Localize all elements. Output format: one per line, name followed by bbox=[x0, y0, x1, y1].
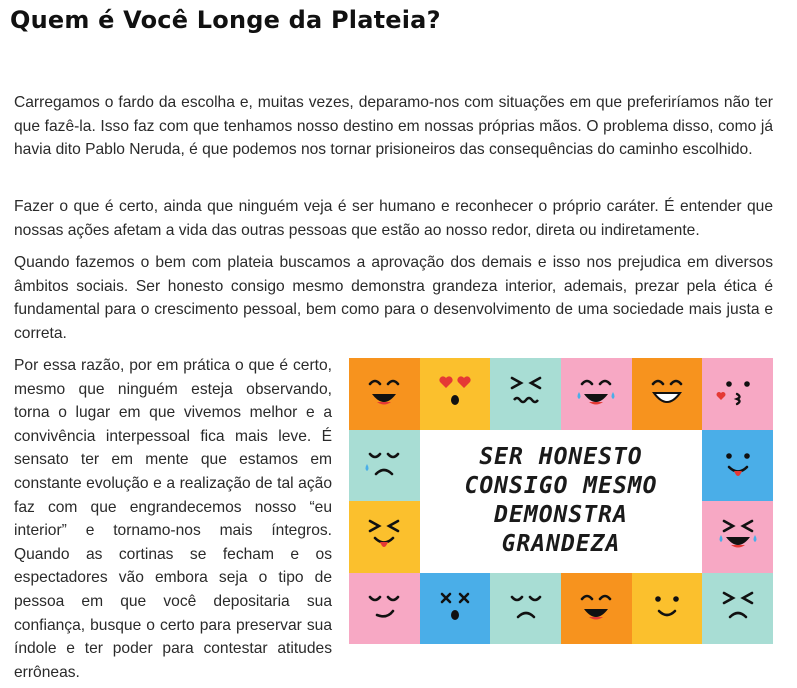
emoji-tile bbox=[702, 501, 773, 573]
beaming-face-icon bbox=[638, 362, 696, 425]
emoji-tile bbox=[349, 430, 420, 502]
emoji-tile bbox=[702, 358, 773, 430]
emoji-tile bbox=[561, 573, 632, 645]
emoji-tile bbox=[702, 573, 773, 645]
paragraph-3: Quando fazemos o bem com plateia buscamos a aprovação dos demais e isso nos prejudica em diversos âmbitos sociais. Ser honesto consigo mesmo demonstra grandeza interior, ademais, prezar pela ética é fundamental para o crescimento pessoal, bem como para o desenvolvimento de uma sociedade mais justa e correta. bbox=[14, 254, 773, 342]
grinning-face-icon bbox=[567, 577, 625, 640]
emoji-tile bbox=[561, 358, 632, 430]
tears-of-joy-face-icon bbox=[567, 362, 625, 425]
tongue-out-face-icon bbox=[709, 434, 767, 497]
article-title: Quem é Você Longe da Plateia? bbox=[10, 6, 441, 34]
caption-box bbox=[420, 430, 703, 573]
laughing-tears-face-icon bbox=[709, 505, 767, 568]
emoji-tile bbox=[632, 358, 703, 430]
emoji-illustration bbox=[349, 358, 773, 644]
paragraph-4: Por essa razão, por em prática o que é certo, mesmo que ninguém esteja observando, torna o lugar em que vivemos melhor e a convivência interpessoal fica mais leve. É sensato ter em mente que estamos em constante evolução e a realização de tal ação faz com que engrandecemos nosso “eu interior” e tornamo-nos mais íntegros. Quando as cortinas se fecham e os espectadores vão embora seja o tipo de pessoa em que você depositaria sua confiança, busque o certo para preservar sua índole e ter poder para contestar atitudes errôneas. bbox=[14, 357, 332, 681]
smirk-face-icon bbox=[355, 577, 413, 640]
dizzy-face-icon bbox=[426, 577, 484, 640]
emoji-tile bbox=[490, 573, 561, 645]
sad-tear-face-icon bbox=[355, 434, 413, 497]
frowning-face-icon bbox=[497, 577, 555, 640]
persevering-face-icon bbox=[709, 577, 767, 640]
smiling-face-icon bbox=[638, 577, 696, 640]
emoji-tile bbox=[420, 573, 491, 645]
emoji-tile bbox=[349, 501, 420, 573]
emoji-tile bbox=[349, 573, 420, 645]
heart-eyes-face-icon bbox=[426, 362, 484, 425]
emoji-tile bbox=[490, 358, 561, 430]
emoji-tile bbox=[632, 573, 703, 645]
image-caption: SER HONESTO CONSIGO MESMO DEMONSTRA GRANDEZA bbox=[464, 444, 658, 557]
emoji-tile bbox=[702, 430, 773, 502]
kissing-heart-face-icon bbox=[709, 362, 767, 425]
confounded-face-icon bbox=[497, 362, 555, 425]
emoji-tile bbox=[349, 358, 420, 430]
emoji-tile bbox=[420, 358, 491, 430]
squinting-tongue-face-icon bbox=[355, 505, 413, 568]
paragraph-2: Fazer o que é certo, ainda que ninguém veja é ser humano e reconhecer o próprio caráter. É entender que nossas ações afetam a vida das outras pessoas que estão ao nosso redor, direta ou indiretamente. bbox=[14, 198, 773, 239]
paragraph-1: Carregamos o fardo da escolha e, muitas vezes, deparamo-nos com situações em que preferiríamos não ter que fazê-la. Isso faz com que tenhamos nosso destino em nossas próprias mãos. O problema disso, como já havia dito Pablo Neruda, é que podemos nos tornar prisioneiros das consequências do caminho escolhido. bbox=[14, 94, 773, 158]
laughing-face-icon bbox=[355, 362, 413, 425]
